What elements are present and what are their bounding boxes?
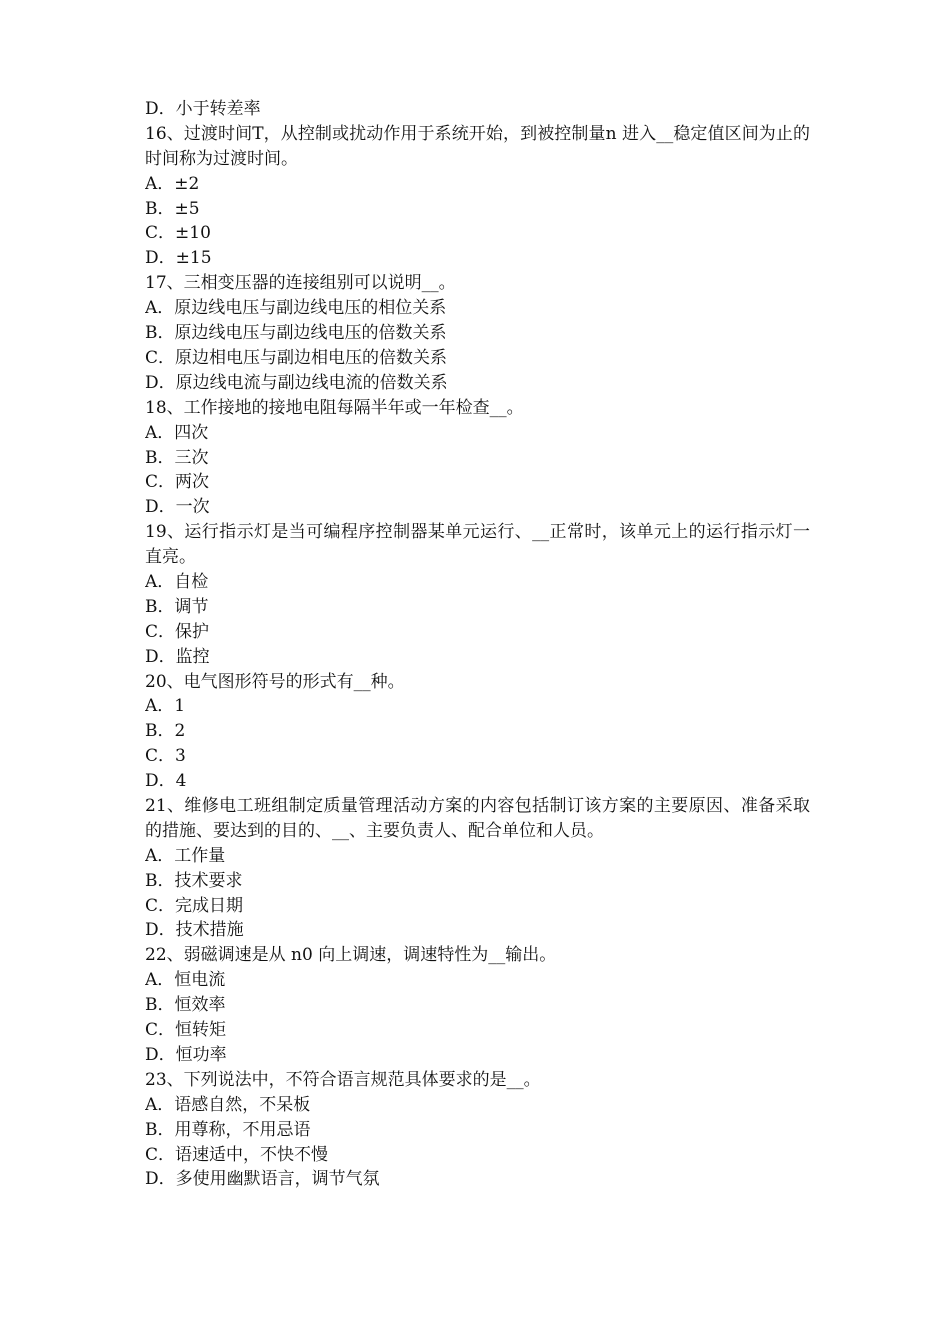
question-23-option-c: C．语速适中，不快不慢 bbox=[145, 1144, 329, 1165]
question-17-option-b: B．原边线电压与副边线电压的倍数关系 bbox=[145, 323, 447, 344]
question-18-option-b: B．三次 bbox=[145, 447, 209, 468]
question-18-option-d: D．一次 bbox=[145, 497, 210, 518]
question-17-stem: 17、三相变压器的连接组别可以说明__。 bbox=[145, 273, 456, 294]
question-16-stem: 16、过渡时间T，从控制或扰动作用于系统开始，到被控制量n 进入__稳定值区间为止的时间称为过渡时间。 bbox=[145, 123, 810, 169]
question-16-option-c: C．±10 bbox=[145, 223, 211, 244]
question-20-stem: 20、电气图形符号的形式有__种。 bbox=[145, 671, 405, 692]
question-17-option-a: A．原边线电压与副边线电压的相位关系 bbox=[145, 298, 447, 319]
question-18-option-c: C．两次 bbox=[145, 472, 210, 493]
question-20-option-d: D．4 bbox=[145, 771, 187, 792]
question-23-option-d: D．多使用幽默语言，调节气氛 bbox=[145, 1169, 380, 1190]
question-16-option-a: A．±2 bbox=[145, 173, 200, 194]
question-22-option-d: D．恒功率 bbox=[145, 1044, 227, 1065]
lead-option: D．小于转差率 bbox=[145, 99, 261, 119]
question-19-option-c: C．保护 bbox=[145, 621, 210, 642]
question-22-option-c: C．恒转矩 bbox=[145, 1020, 227, 1041]
question-22-option-b: B．恒效率 bbox=[145, 995, 226, 1016]
question-20-option-a: A．1 bbox=[145, 696, 186, 717]
question-19-option-a: A．自检 bbox=[145, 571, 209, 592]
question-16-option-b: B．±5 bbox=[145, 198, 200, 219]
question-17-option-c: C．原边相电压与副边相电压的倍数关系 bbox=[145, 347, 448, 368]
question-16-option-d: D．±15 bbox=[145, 248, 212, 269]
document-page bbox=[145, 97, 810, 1192]
question-21-option-c: C．完成日期 bbox=[145, 895, 244, 916]
question-18-option-a: A．四次 bbox=[145, 422, 209, 443]
question-19-option-d: D．监控 bbox=[145, 646, 210, 667]
question-19-option-b: B．调节 bbox=[145, 596, 209, 617]
question-17-option-d: D．原边线电流与副边线电流的倍数关系 bbox=[145, 372, 448, 393]
question-19-stem: 19、运行指示灯是当可编程序控制器某单元运行、__正常时，该单元上的运行指示灯一直亮。 bbox=[145, 522, 810, 568]
question-22-option-a: A．恒电流 bbox=[145, 970, 226, 991]
question-21-option-a: A．工作量 bbox=[145, 845, 226, 866]
question-23-option-b: B．用尊称，不用忌语 bbox=[145, 1119, 311, 1140]
question-23-stem: 23、下列说法中，不符合语言规范具体要求的是__。 bbox=[145, 1069, 541, 1090]
question-20-option-b: B．2 bbox=[145, 721, 186, 742]
question-21-option-b: B．技术要求 bbox=[145, 870, 243, 891]
question-20-option-c: C．3 bbox=[145, 746, 186, 767]
question-21-option-d: D．技术措施 bbox=[145, 920, 244, 941]
question-23-option-a: A．语感自然，不呆板 bbox=[145, 1094, 311, 1115]
question-18-stem: 18、工作接地的接地电阻每隔半年或一年检查__。 bbox=[145, 397, 524, 418]
question-22-stem: 22、弱磁调速是从 n0 向上调速，调速特性为__输出。 bbox=[145, 945, 557, 966]
question-21-stem: 21、维修电工班组制定质量管理活动方案的内容包括制订该方案的主要原因、准备采取的措施、要达到的目的、__、主要负责人、配合单位和人员。 bbox=[145, 796, 810, 841]
